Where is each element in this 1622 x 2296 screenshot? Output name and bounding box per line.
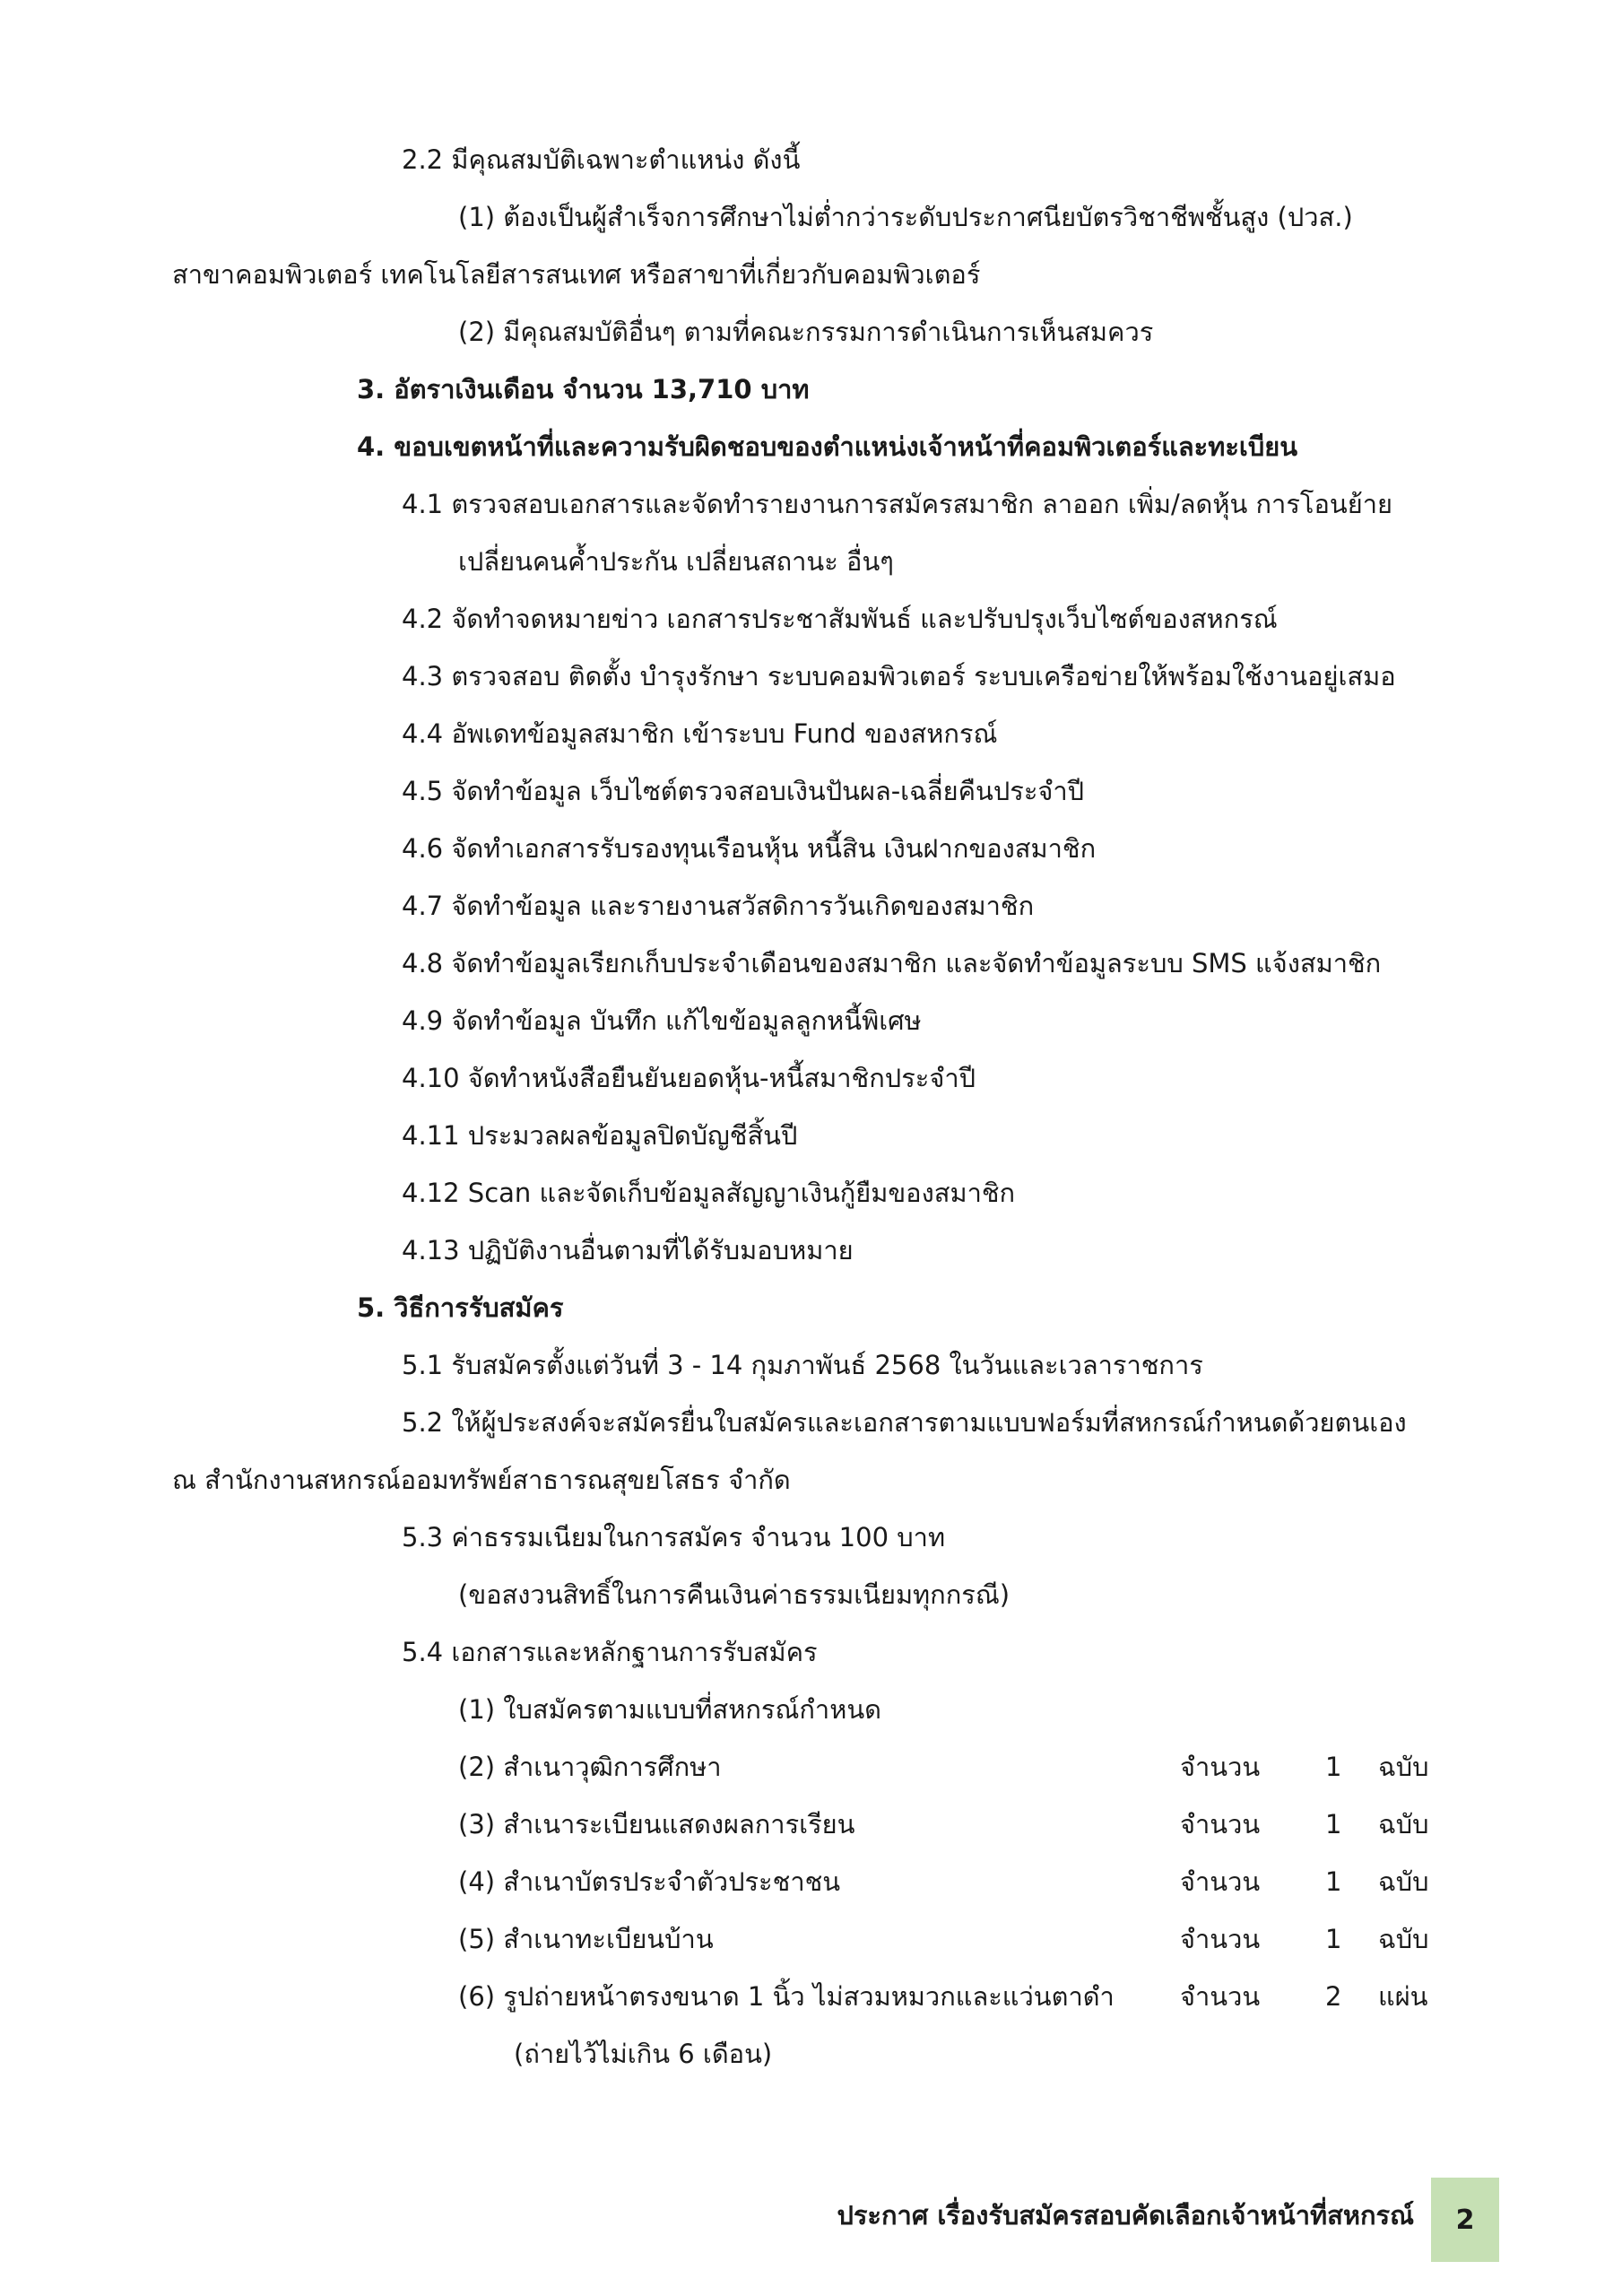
- document-unit: แผ่น: [1378, 1981, 1428, 2012]
- document-unit: ฉบับ: [1378, 1809, 1429, 1839]
- document-qty: 1: [1325, 1924, 1342, 1954]
- apply-5-1: 5.1 รับสมัครตั้งแต่วันที่ 3 - 14 กุมภาพันธ์ 2568 ในวันและเวลาราชการ: [402, 1350, 1203, 1380]
- document-qty-label: จำนวน: [1180, 1924, 1261, 1954]
- photo-note: (ถ่ายไว้ไม่เกิน 6 เดือน): [514, 2039, 773, 2069]
- section-5-heading: 5. วิธีการรับสมัคร: [357, 1292, 564, 1323]
- apply-5-4: 5.4 เอกสารและหลักฐานการรับสมัคร: [402, 1637, 818, 1667]
- apply-5-3: 5.3 ค่าธรรมเนียมในการสมัคร จำนวน 100 บาท: [402, 1522, 946, 1552]
- page-number-box: [1431, 2178, 1499, 2262]
- qualification-1: (1) ต้องเป็นผู้สำเร็จการศึกษาไม่ต่ำกว่าระดับประกาศนียบัตรวิชาชีพชั้นสูง (ปวส.): [458, 202, 1353, 232]
- section-2-2: 2.2 มีคุณสมบัติเฉพาะตำแหน่ง ดังนี้: [402, 144, 801, 175]
- section-3-salary: 3. อัตราเงินเดือน จำนวน 13,710 บาท: [357, 374, 810, 404]
- document-qty-label: จำนวน: [1180, 1809, 1261, 1839]
- document-qty: 1: [1325, 1752, 1342, 1782]
- document-unit: ฉบับ: [1378, 1924, 1429, 1954]
- duty-4-5: 4.5 จัดทำข้อมูล เว็บไซต์ตรวจสอบเงินปันผล-เฉลี่ยคืนประจำปี: [402, 776, 1085, 806]
- duty-4-1: 4.1 ตรวจสอบเอกสารและจัดทำรายงานการสมัครสมาชิก ลาออก เพิ่ม/ลดหุ้น การโอนย้าย: [402, 489, 1393, 519]
- document-qty: 1: [1325, 1866, 1342, 1897]
- apply-5-3-note: (ขอสงวนสิทธิ์ในการคืนเงินค่าธรรมเนียมทุกกรณี): [458, 1579, 1010, 1610]
- duty-4-4: 4.4 อัพเดทข้อมูลสมาชิก เข้าระบบ Fund ของสหกรณ์: [402, 718, 998, 749]
- duty-4-9: 4.9 จัดทำข้อมูล บันทึก แก้ไขข้อมูลลูกหนี้พิเศษ: [402, 1005, 922, 1036]
- document-item-1: (1) ใบสมัครตามแบบที่สหกรณ์กำหนด: [458, 1694, 881, 1725]
- duty-4-7: 4.7 จัดทำข้อมูล และรายงานสวัสดิการวันเกิดของสมาชิก: [402, 891, 1035, 921]
- duty-4-6: 4.6 จัดทำเอกสารรับรองทุนเรือนหุ้น หนี้สิน เงินฝากของสมาชิก: [402, 833, 1097, 864]
- duty-4-11: 4.11 ประมวลผลข้อมูลปิดบัญชีสิ้นปี: [402, 1120, 798, 1151]
- document-qty-label: จำนวน: [1180, 1752, 1261, 1782]
- document-unit: ฉบับ: [1378, 1752, 1429, 1782]
- document-label: (6) รูปถ่ายหน้าตรงขนาด 1 นิ้ว ไม่สวมหมวกและแว่นตาดำ: [458, 1981, 1115, 2012]
- document-qty-label: จำนวน: [1180, 1981, 1261, 2012]
- section-4-heading: 4. ขอบเขตหน้าที่และความรับผิดชอบของตำแหน่งเจ้าหน้าที่คอมพิวเตอร์และทะเบียน: [357, 431, 1298, 462]
- duty-4-3: 4.3 ตรวจสอบ ติดตั้ง บำรุงรักษา ระบบคอมพิวเตอร์ ระบบเครือข่ายให้พร้อมใช้งานอยู่เสมอ: [402, 661, 1396, 691]
- document-qty-label: จำนวน: [1180, 1866, 1261, 1897]
- document-qty: 1: [1325, 1809, 1342, 1839]
- document-label: (5) สำเนาทะเบียนบ้าน: [458, 1924, 714, 1954]
- page-number: 2: [1455, 2204, 1475, 2236]
- duty-4-8: 4.8 จัดทำข้อมูลเรียกเก็บประจำเดือนของสมาชิก และจัดทำข้อมูลระบบ SMS แจ้งสมาชิก: [402, 948, 1382, 978]
- apply-5-2-cont: ณ สำนักงานสหกรณ์ออมทรัพย์สาธารณสุขยโสธร จำกัด: [172, 1465, 791, 1495]
- duty-4-13: 4.13 ปฏิบัติงานอื่นตามที่ได้รับมอบหมาย: [402, 1235, 854, 1265]
- duty-4-2: 4.2 จัดทำจดหมายข่าว เอกสารประชาสัมพันธ์ และปรับปรุงเว็บไซต์ของสหกรณ์: [402, 604, 1278, 634]
- document-label: (4) สำเนาบัตรประจำตัวประชาชน: [458, 1866, 841, 1897]
- apply-5-2: 5.2 ให้ผู้ประสงค์จะสมัครยื่นใบสมัครและเอกสารตามแบบฟอร์มที่สหกรณ์กำหนดด้วยตนเอง: [402, 1407, 1407, 1438]
- qualification-2: (2) มีคุณสมบัติอื่นๆ ตามที่คณะกรรมการดำเนินการเห็นสมควร: [458, 317, 1154, 347]
- document-label: (2) สำเนาวุฒิการศึกษา: [458, 1752, 722, 1782]
- footer-title: ประกาศ เรื่องรับสมัครสอบคัดเลือกเจ้าหน้าที่สหกรณ์: [837, 2200, 1414, 2231]
- duty-4-1-cont: เปลี่ยนคนค้ำประกัน เปลี่ยนสถานะ อื่นๆ: [458, 546, 894, 577]
- duty-4-10: 4.10 จัดทำหนังสือยืนยันยอดหุ้น-หนี้สมาชิกประจำปี: [402, 1063, 976, 1093]
- document-qty: 2: [1325, 1981, 1342, 2012]
- qualification-1-cont: สาขาคอมพิวเตอร์ เทคโนโลยีสารสนเทศ หรือสาขาที่เกี่ยวกับคอมพิวเตอร์: [172, 259, 981, 290]
- duty-4-12: 4.12 Scan และจัดเก็บข้อมูลสัญญาเงินกู้ยืมของสมาชิก: [402, 1178, 1016, 1208]
- document-unit: ฉบับ: [1378, 1866, 1429, 1897]
- document-label: (3) สำเนาระเบียนแสดงผลการเรียน: [458, 1809, 855, 1839]
